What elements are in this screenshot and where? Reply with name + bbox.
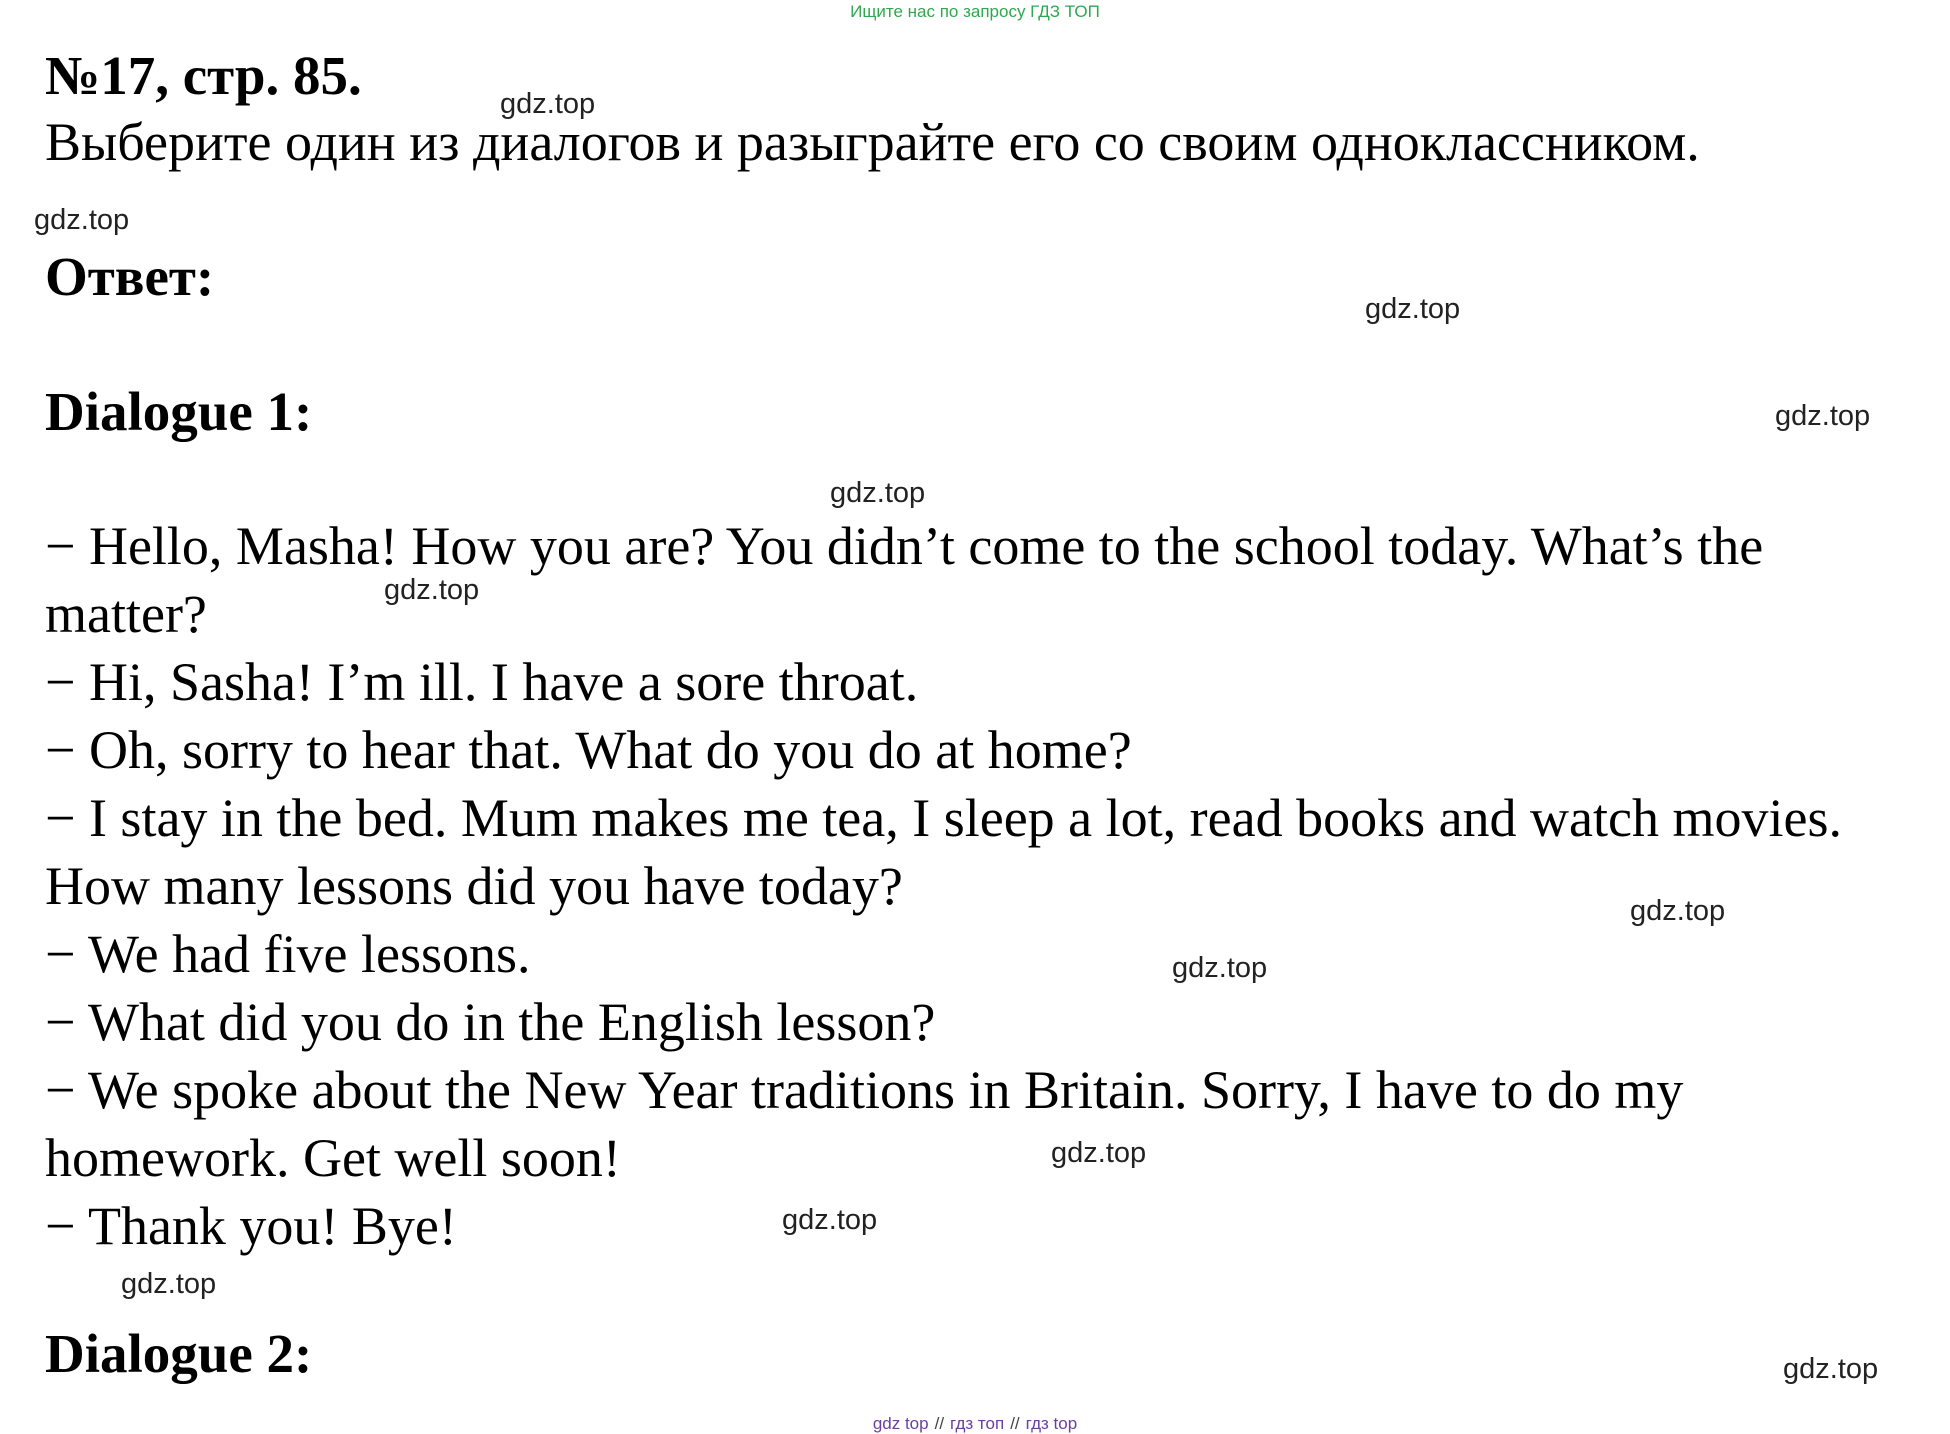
dialogue-2-title: Dialogue 2:	[45, 1323, 313, 1384]
watermark: gdz.top	[1783, 1353, 1879, 1385]
watermark: gdz.top	[1172, 952, 1268, 984]
task-heading: №17, стр. 85.	[45, 45, 362, 106]
footer-link[interactable]: гдз топ	[950, 1414, 1005, 1433]
dialogue-1-lines	[45, 512, 1905, 1260]
footer-link[interactable]: gdz top	[872, 1414, 929, 1433]
watermark: gdz.top	[34, 204, 130, 236]
dialogue-line: − What did you do in the English lesson?	[45, 992, 936, 1052]
footer-separator: //	[934, 1414, 945, 1433]
dialogue-line: − We spoke about the New Year traditions in Britain. Sorry, I have to do my homework. Get well soon!	[45, 1060, 1684, 1188]
dialogue-line: − We had five lessons.	[45, 924, 531, 984]
watermark: gdz.top	[384, 574, 480, 606]
dialogue-line: − Hello, Masha! How you are? You didn’t come to the school today. What’s the matter?	[45, 516, 1764, 644]
dialogue-line: − Oh, sorry to hear that. What do you do at home?	[45, 720, 1132, 780]
dialogue-line: − I stay in the bed. Mum makes me tea, I sleep a lot, read books and watch movies. How many lessons did you have today?	[45, 788, 1842, 916]
watermark: gdz.top	[1365, 293, 1461, 325]
watermark: gdz.top	[1630, 895, 1726, 927]
dialogue-line: − Hi, Sasha! I’m ill. I have a sore throat.	[45, 652, 919, 712]
watermark: gdz.top	[500, 88, 596, 120]
watermark: gdz.top	[1051, 1137, 1147, 1169]
dialogue-line: − Thank you! Bye!	[45, 1196, 457, 1256]
footer-link[interactable]: гдз top	[1025, 1414, 1078, 1433]
answer-label: Ответ:	[45, 246, 215, 307]
watermark: gdz.top	[1775, 400, 1871, 432]
dialogue-1-title: Dialogue 1:	[45, 381, 313, 442]
footer-separator: //	[1010, 1414, 1020, 1433]
watermark: gdz.top	[830, 477, 926, 509]
watermark: gdz.top	[782, 1204, 878, 1236]
task-instruction: Выберите один из диалогов и разыграйте его со своим одноклассником.	[45, 112, 1700, 172]
watermark: gdz.top	[121, 1268, 217, 1300]
footer-links	[0, 1414, 1950, 1434]
top-banner: Ищите нас по запросу ГДЗ ТОП	[850, 2, 1100, 21]
